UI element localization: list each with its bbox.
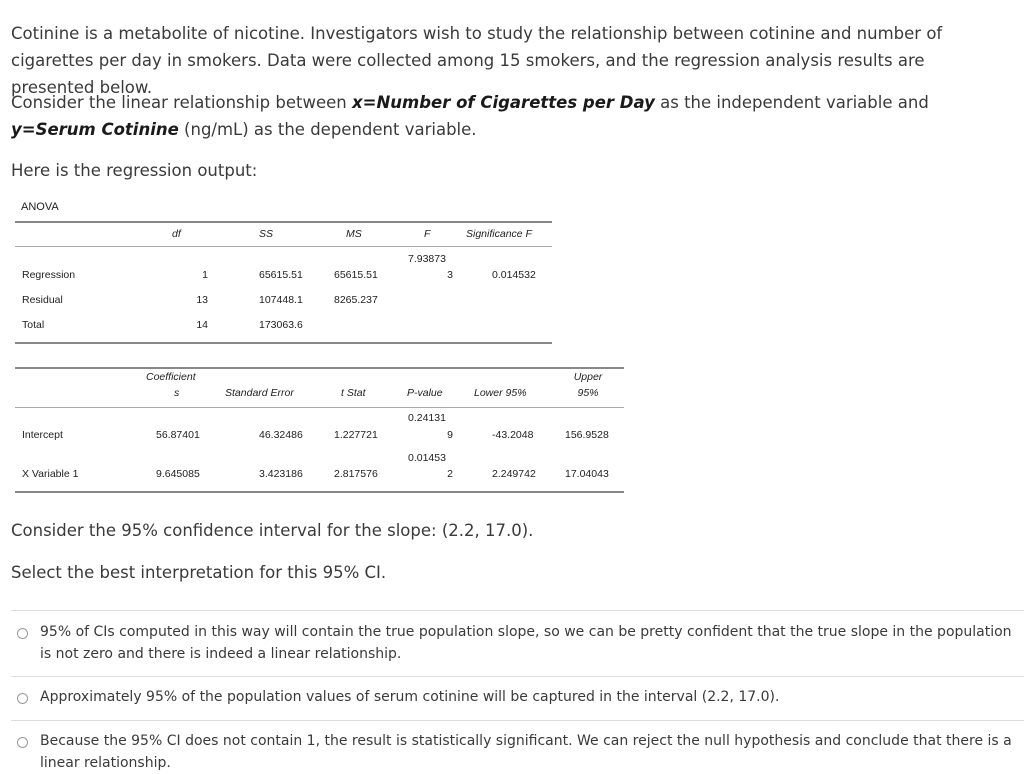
- coef-cell-p-value-top: 0.24131: [408, 412, 446, 424]
- option-1-radio[interactable]: [17, 628, 28, 639]
- anova-bottom-rule: [15, 342, 552, 344]
- question-prompt: Select the best interpretation for this 95% CI.: [11, 563, 387, 582]
- coef-cell-coefficient: 56.87401: [156, 429, 200, 441]
- anova-header-f: F: [424, 228, 431, 240]
- option-2-radio[interactable]: [17, 693, 28, 704]
- anova-cell-f-bottom: 3: [447, 269, 453, 281]
- coef-row-label: X Variable 1: [22, 468, 79, 480]
- coef-header-lower-95: Lower 95%: [474, 387, 527, 399]
- coef-cell-standard-error: 46.32486: [259, 429, 303, 441]
- anova-header-significance-f: Significance F: [466, 228, 532, 240]
- coef-cell-upper-95: 17.04043: [565, 468, 609, 480]
- anova-cell-df: 14: [196, 319, 208, 331]
- anova-cell-df: 1: [202, 269, 208, 281]
- coef-header-p-value: P-value: [407, 387, 443, 399]
- option-divider: [11, 610, 1024, 611]
- option-1-label[interactable]: 95% of CIs computed in this way will contain the true population slope, so we can be pretty confident that the true slope in the population is not zero and there is indeed a linear relationship.: [40, 624, 1012, 662]
- anova-cell-ss: 173063.6: [259, 319, 303, 331]
- coef-cell-p-value-bottom: 9: [447, 429, 453, 441]
- coef-cell-upper-95: 156.9528: [565, 429, 609, 441]
- intro-paragraph-1: Cotinine is a metabolite of nicotine. Investigators wish to study the relationship between cotinine and number of cigarettes per day in smokers. Data were collected among 15 smokers, and the regression analysis results are presented below.: [11, 24, 943, 97]
- option-divider: [11, 720, 1024, 721]
- anova-cell-ms: 65615.51: [334, 269, 378, 281]
- question-confidence-interval: Consider the 95% confidence interval for the slope: (2.2, 17.0).: [11, 521, 534, 540]
- option-divider: [11, 676, 1024, 677]
- coef-cell-lower-95: 2.249742: [492, 468, 536, 480]
- intro-paragraph-3: Here is the regression output:: [11, 161, 258, 180]
- coef-header-standard-error: Standard Error: [225, 387, 294, 399]
- x-variable-definition: x=Number of Cigarettes per Day: [351, 93, 655, 112]
- anova-cell-significance-f: 0.014532: [492, 269, 536, 281]
- anova-cell-df: 13: [196, 294, 208, 306]
- anova-header-rule: [15, 246, 552, 247]
- option-2-label[interactable]: Approximately 95% of the population values of serum cotinine will be captured in the interval (2.2, 17.0).: [40, 689, 780, 705]
- anova-cell-ms: 8265.237: [334, 294, 378, 306]
- intro-p2-text-b: as the independent variable and: [654, 93, 929, 112]
- option-3-radio[interactable]: [17, 737, 28, 748]
- coef-cell-p-value-top: 0.01453: [408, 452, 446, 464]
- option-3-label[interactable]: Because the 95% CI does not contain 1, the result is statistically significant. We can reject the null hypothesis and conclude that there is a linear relationship.: [40, 733, 1012, 771]
- y-variable-definition: y=Serum Cotinine: [11, 120, 179, 139]
- intro-p2-text-a: Consider the linear relationship between: [11, 93, 352, 112]
- anova-row-label: Total: [22, 319, 45, 331]
- anova-row-label: Regression: [22, 269, 76, 281]
- coef-cell-t-stat: 1.227721: [334, 429, 378, 441]
- anova-header-ms: MS: [346, 228, 362, 240]
- coef-bottom-rule: [15, 491, 624, 493]
- anova-top-rule: [15, 221, 552, 223]
- coef-cell-t-stat: 2.817576: [334, 468, 378, 480]
- coef-row-label: Intercept: [22, 429, 63, 441]
- coef-header-upper-95-bottom: 95%: [577, 387, 599, 399]
- coef-header-upper-95-top: Upper: [573, 371, 603, 383]
- anova-cell-f-top: 7.93873: [408, 253, 446, 265]
- intro-p2-text-c: (ng/mL) as the dependent variable.: [178, 120, 477, 139]
- coef-cell-standard-error: 3.423186: [259, 468, 303, 480]
- coef-header-coefficients-bottom: s: [174, 387, 180, 399]
- coef-cell-p-value-bottom: 2: [447, 468, 453, 480]
- anova-header-df: df: [172, 228, 181, 240]
- coef-cell-lower-95: -43.2048: [492, 429, 534, 441]
- anova-cell-ss: 65615.51: [259, 269, 303, 281]
- coef-header-rule: [15, 407, 624, 408]
- coef-header-t-stat: t Stat: [341, 387, 366, 399]
- coef-cell-coefficient: 9.645085: [156, 468, 200, 480]
- anova-header-ss: SS: [259, 228, 274, 240]
- anova-title: ANOVA: [21, 201, 59, 213]
- anova-cell-ss: 107448.1: [259, 294, 303, 306]
- coef-top-rule: [15, 367, 624, 369]
- intro-paragraph-2: [11, 89, 1011, 143]
- anova-row-label: Residual: [22, 294, 63, 306]
- coef-header-coefficients-top: Coefficient: [146, 371, 196, 383]
